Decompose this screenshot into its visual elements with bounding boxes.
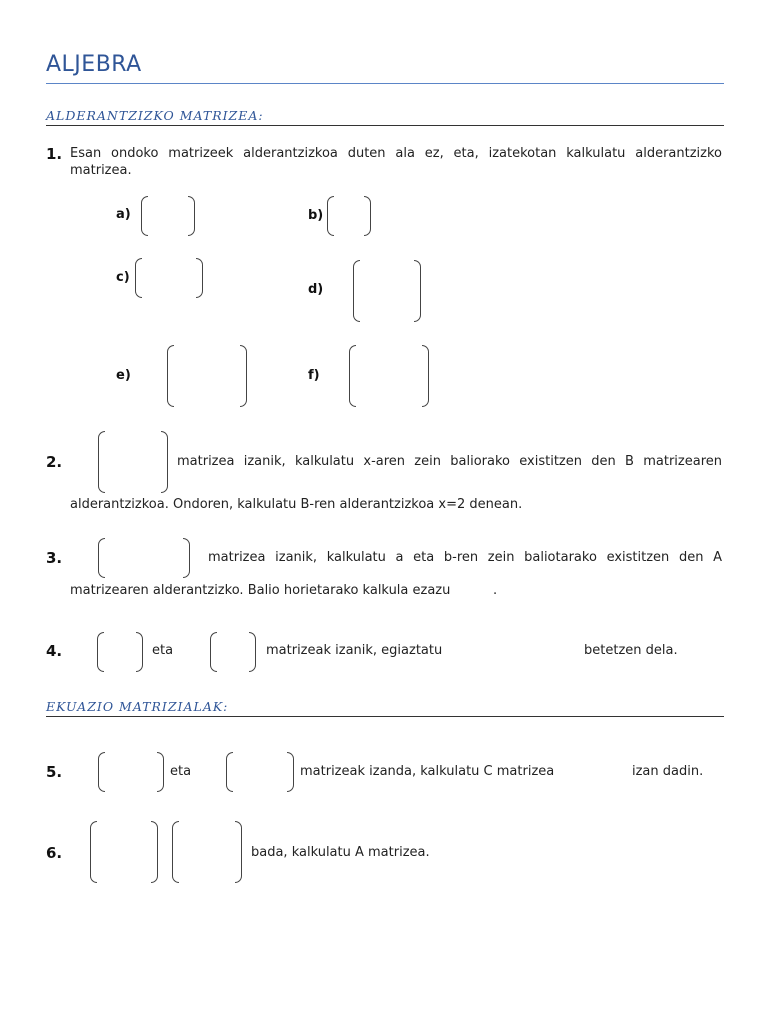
exercise-text: bada, kalkulatu A matrizea. (251, 845, 430, 860)
matrix-a-exercise-3 (98, 538, 190, 578)
item-label-f: f) (308, 368, 320, 383)
exercise-text: matrizeak izanda, kalkulatu C matrizea (300, 764, 555, 779)
matrix-c (135, 258, 203, 298)
matrix-a (141, 196, 195, 236)
section-heading-inverse: ALDERANTZIZKO MATRIZEA: (46, 108, 264, 123)
matrix-exercise-4-second (210, 632, 256, 672)
matrix-b-exercise-2 (98, 431, 168, 493)
page-title: ALJEBRA (46, 52, 142, 77)
exercise-number: 1. (46, 145, 63, 163)
section-divider (46, 716, 724, 717)
matrix-exercise-6-first (90, 821, 158, 883)
exercise-text: matrizea izanik, kalkulatu x-aren zein baliorako existitzen den B matrizearen (177, 454, 722, 469)
exercise-text: matrizea izanik, kalkulatu a eta b-ren zein baliotarako existitzen den A (208, 550, 722, 565)
exercise-number: 3. (46, 549, 63, 567)
exercise-number: 5. (46, 763, 63, 781)
matrix-e (167, 345, 247, 407)
matrix-exercise-6-second (172, 821, 242, 883)
section-heading-equations: EKUAZIO MATRIZIALAK: (46, 699, 229, 714)
exercise-text-period: . (493, 583, 498, 598)
title-divider (46, 83, 724, 84)
exercise-text: betetzen dela. (584, 643, 678, 658)
item-label-b: b) (308, 208, 324, 223)
exercise-text: matrizea. (70, 163, 132, 178)
exercise-text: alderantzizkoa. Ondoren, kalkulatu B-ren alderantzizkoa x=2 denean. (70, 497, 523, 512)
exercise-number: 2. (46, 453, 63, 471)
exercise-number: 6. (46, 844, 63, 862)
matrix-b (327, 196, 371, 236)
exercise-text: matrizearen alderantzizko. Balio horietarako kalkula ezazu (70, 583, 451, 598)
item-label-c: c) (116, 270, 130, 285)
matrix-exercise-5-first (98, 752, 164, 792)
section-divider (46, 125, 724, 126)
item-label-e: e) (116, 368, 131, 383)
item-label-a: a) (116, 207, 131, 222)
item-label-d: d) (308, 282, 324, 297)
exercise-text: matrizeak izanik, egiaztatu (266, 643, 443, 658)
matrix-d (353, 260, 421, 322)
matrix-exercise-4-first (97, 632, 143, 672)
matrix-f (349, 345, 429, 407)
exercise-text: izan dadin. (632, 764, 704, 779)
exercise-number: 4. (46, 642, 63, 660)
matrix-exercise-5-second (226, 752, 294, 792)
exercise-text: eta (170, 764, 192, 779)
exercise-text: Esan ondoko matrizeek alderantzizkoa duten ala ez, eta, izatekotan kalkulatu alderantzizko (70, 146, 722, 161)
exercise-text: eta (152, 643, 174, 658)
